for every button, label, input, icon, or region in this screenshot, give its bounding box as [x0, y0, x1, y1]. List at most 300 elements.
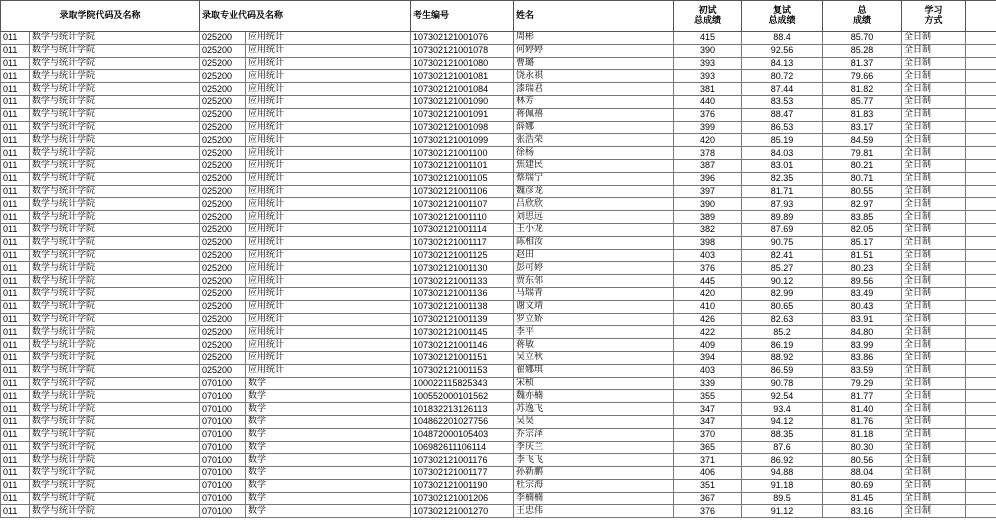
retest-score-cell: 88.4: [742, 32, 823, 45]
study-mode-cell: 全日制: [902, 441, 966, 454]
college-code-cell: 011: [1, 95, 30, 108]
extra-cell: [966, 339, 996, 352]
major-name-cell: 应用统计: [246, 223, 411, 236]
college-code-cell: 011: [1, 211, 30, 224]
exam-no-cell: 107302121001080: [411, 57, 514, 70]
major-name-cell: 应用统计: [246, 134, 411, 147]
college-code-cell: 011: [1, 57, 30, 70]
college-name-cell: 数学与统计学院: [30, 70, 200, 83]
major-code-cell: 070100: [200, 403, 246, 416]
total-score-cell: 83.91: [823, 313, 902, 326]
major-code-cell: 070100: [200, 479, 246, 492]
college-code-cell: 011: [1, 377, 30, 390]
student-name-cell: 魏亦楠: [514, 390, 674, 403]
table-row: [1, 505, 996, 518]
retest-score-cell: 91.12: [742, 505, 823, 518]
major-name-cell: 数学: [246, 467, 411, 480]
major-name-cell: 应用统计: [246, 83, 411, 96]
total-score-cell: 80.23: [823, 262, 902, 275]
extra-cell: [966, 57, 996, 70]
header-retest: 复试 总成绩: [742, 1, 823, 32]
college-code-cell: 011: [1, 32, 30, 45]
major-code-cell: 025200: [200, 223, 246, 236]
table-row: [1, 223, 996, 236]
major-code-cell: 025200: [200, 300, 246, 313]
college-code-cell: 011: [1, 223, 30, 236]
college-code-cell: 011: [1, 467, 30, 480]
college-name-cell: 数学与统计学院: [30, 108, 200, 121]
table-row: [1, 351, 996, 364]
prelim-score-cell: 397: [674, 185, 742, 198]
exam-no-cell: 107302121001107: [411, 198, 514, 211]
exam-no-cell: 101832213126113: [411, 403, 514, 416]
total-score-cell: 80.71: [823, 172, 902, 185]
college-name-cell: 数学与统计学院: [30, 441, 200, 454]
table-row: [1, 377, 996, 390]
student-name-cell: 漆瑞君: [514, 83, 674, 96]
college-code-cell: 011: [1, 159, 30, 172]
college-code-cell: 011: [1, 287, 30, 300]
retest-score-cell: 89.5: [742, 492, 823, 505]
total-score-cell: 80.21: [823, 159, 902, 172]
college-code-cell: 011: [1, 339, 30, 352]
college-name-cell: 数学与统计学院: [30, 95, 200, 108]
college-name-cell: 数学与统计学院: [30, 313, 200, 326]
student-name-cell: 薛娜: [514, 121, 674, 134]
major-code-cell: 025200: [200, 275, 246, 288]
student-name-cell: 饶永祺: [514, 70, 674, 83]
total-score-cell: 80.56: [823, 454, 902, 467]
table-row: [1, 211, 996, 224]
exam-no-cell: 107302121001110: [411, 211, 514, 224]
major-name-cell: 应用统计: [246, 57, 411, 70]
prelim-score-cell: 351: [674, 479, 742, 492]
total-score-cell: 79.29: [823, 377, 902, 390]
retest-score-cell: 86.53: [742, 121, 823, 134]
college-code-cell: 011: [1, 441, 30, 454]
major-code-cell: 025200: [200, 313, 246, 326]
prelim-score-cell: 445: [674, 275, 742, 288]
study-mode-cell: 全日制: [902, 236, 966, 249]
major-code-cell: 070100: [200, 415, 246, 428]
major-name-cell: 应用统计: [246, 300, 411, 313]
study-mode-cell: 全日制: [902, 44, 966, 57]
major-code-cell: 070100: [200, 454, 246, 467]
exam-no-cell: 104862201027756: [411, 415, 514, 428]
table-row: [1, 236, 996, 249]
prelim-score-cell: 376: [674, 262, 742, 275]
study-mode-cell: 全日制: [902, 428, 966, 441]
major-code-cell: 070100: [200, 505, 246, 518]
table-row: [1, 32, 996, 45]
major-code-cell: 070100: [200, 377, 246, 390]
study-mode-cell: 全日制: [902, 287, 966, 300]
retest-score-cell: 90.78: [742, 377, 823, 390]
student-name-cell: 林芳: [514, 95, 674, 108]
study-mode-cell: 全日制: [902, 95, 966, 108]
exam-no-cell: 107302121001270: [411, 505, 514, 518]
header-college: 录取学院代码及名称: [1, 1, 200, 32]
retest-score-cell: 88.47: [742, 108, 823, 121]
college-name-cell: 数学与统计学院: [30, 377, 200, 390]
exam-no-cell: 100022115825343: [411, 377, 514, 390]
student-name-cell: 李庆兰: [514, 441, 674, 454]
major-code-cell: 025200: [200, 351, 246, 364]
major-code-cell: 025200: [200, 326, 246, 339]
student-name-cell: 刘思远: [514, 211, 674, 224]
student-name-cell: 何婷婷: [514, 44, 674, 57]
exam-no-cell: 107302121001081: [411, 70, 514, 83]
retest-score-cell: 86.92: [742, 454, 823, 467]
prelim-score-cell: 347: [674, 415, 742, 428]
header-row: [1, 1, 996, 32]
extra-cell: [966, 223, 996, 236]
header-extra: [966, 1, 996, 32]
extra-cell: [966, 505, 996, 518]
exam-no-cell: 107302121001176: [411, 454, 514, 467]
prelim-score-cell: 410: [674, 300, 742, 313]
major-name-cell: 应用统计: [246, 275, 411, 288]
extra-cell: [966, 377, 996, 390]
college-name-cell: 数学与统计学院: [30, 339, 200, 352]
major-name-cell: 应用统计: [246, 236, 411, 249]
exam-no-cell: 107302121001136: [411, 287, 514, 300]
college-name-cell: 数学与统计学院: [30, 492, 200, 505]
exam-no-cell: 107302121001101: [411, 159, 514, 172]
extra-cell: [966, 147, 996, 160]
table-row: [1, 415, 996, 428]
extra-cell: [966, 159, 996, 172]
total-score-cell: 83.59: [823, 364, 902, 377]
extra-cell: [966, 262, 996, 275]
total-score-cell: 84.59: [823, 134, 902, 147]
retest-score-cell: 90.12: [742, 275, 823, 288]
total-score-cell: 81.76: [823, 415, 902, 428]
college-name-cell: 数学与统计学院: [30, 364, 200, 377]
retest-score-cell: 82.63: [742, 313, 823, 326]
major-name-cell: 数学: [246, 377, 411, 390]
prelim-score-cell: 420: [674, 287, 742, 300]
exam-no-cell: 107302121001133: [411, 275, 514, 288]
table-row: [1, 326, 996, 339]
major-code-cell: 070100: [200, 428, 246, 441]
header-name: 姓名: [514, 1, 674, 32]
total-score-cell: 83.17: [823, 121, 902, 134]
college-code-cell: 011: [1, 390, 30, 403]
college-name-cell: 数学与统计学院: [30, 390, 200, 403]
college-name-cell: 数学与统计学院: [30, 249, 200, 262]
college-code-cell: 011: [1, 313, 30, 326]
prelim-score-cell: 390: [674, 44, 742, 57]
college-code-cell: 011: [1, 70, 30, 83]
extra-cell: [966, 351, 996, 364]
total-score-cell: 81.18: [823, 428, 902, 441]
extra-cell: [966, 83, 996, 96]
student-name-cell: 蒋佩禧: [514, 108, 674, 121]
exam-no-cell: 107302121001106: [411, 185, 514, 198]
college-code-cell: 011: [1, 492, 30, 505]
study-mode-cell: 全日制: [902, 223, 966, 236]
college-code-cell: 011: [1, 172, 30, 185]
college-name-cell: 数学与统计学院: [30, 44, 200, 57]
major-code-cell: 070100: [200, 467, 246, 480]
total-score-cell: 80.55: [823, 185, 902, 198]
prelim-score-cell: 367: [674, 492, 742, 505]
student-name-cell: 李飞飞: [514, 454, 674, 467]
retest-score-cell: 92.54: [742, 390, 823, 403]
college-code-cell: 011: [1, 185, 30, 198]
extra-cell: [966, 249, 996, 262]
exam-no-cell: 107302121001125: [411, 249, 514, 262]
retest-score-cell: 88.92: [742, 351, 823, 364]
extra-cell: [966, 326, 996, 339]
table-body: [1, 32, 996, 518]
prelim-score-cell: 382: [674, 223, 742, 236]
study-mode-cell: 全日制: [902, 339, 966, 352]
retest-score-cell: 84.03: [742, 147, 823, 160]
table-row: [1, 313, 996, 326]
study-mode-cell: 全日制: [902, 364, 966, 377]
total-score-cell: 83.85: [823, 211, 902, 224]
major-name-cell: 应用统计: [246, 70, 411, 83]
exam-no-cell: 107302121001153: [411, 364, 514, 377]
exam-no-cell: 107302121001084: [411, 83, 514, 96]
major-name-cell: 应用统计: [246, 249, 411, 262]
major-name-cell: 应用统计: [246, 364, 411, 377]
major-code-cell: 025200: [200, 108, 246, 121]
retest-score-cell: 94.88: [742, 467, 823, 480]
prelim-score-cell: 399: [674, 121, 742, 134]
extra-cell: [966, 185, 996, 198]
retest-score-cell: 86.19: [742, 339, 823, 352]
retest-score-cell: 87.69: [742, 223, 823, 236]
retest-score-cell: 87.93: [742, 198, 823, 211]
extra-cell: [966, 492, 996, 505]
total-score-cell: 79.66: [823, 70, 902, 83]
total-score-cell: 80.30: [823, 441, 902, 454]
major-code-cell: 070100: [200, 390, 246, 403]
exam-no-cell: 107302121001130: [411, 262, 514, 275]
major-name-cell: 应用统计: [246, 121, 411, 134]
major-name-cell: 数学: [246, 492, 411, 505]
major-name-cell: 数学: [246, 454, 411, 467]
student-name-cell: 王小龙: [514, 223, 674, 236]
college-code-cell: 011: [1, 249, 30, 262]
major-code-cell: 070100: [200, 492, 246, 505]
major-code-cell: 025200: [200, 185, 246, 198]
study-mode-cell: 全日制: [902, 83, 966, 96]
student-name-cell: 吴立秋: [514, 351, 674, 364]
college-name-cell: 数学与统计学院: [30, 326, 200, 339]
college-name-cell: 数学与统计学院: [30, 32, 200, 45]
student-name-cell: 吴昊: [514, 415, 674, 428]
table-row: [1, 441, 996, 454]
major-name-cell: 应用统计: [246, 351, 411, 364]
table-row: [1, 198, 996, 211]
total-score-cell: 85.28: [823, 44, 902, 57]
retest-score-cell: 89.89: [742, 211, 823, 224]
major-code-cell: 025200: [200, 32, 246, 45]
college-name-cell: 数学与统计学院: [30, 211, 200, 224]
table-row: [1, 147, 996, 160]
retest-score-cell: 82.99: [742, 287, 823, 300]
study-mode-cell: 全日制: [902, 147, 966, 160]
college-name-cell: 数学与统计学院: [30, 83, 200, 96]
prelim-score-cell: 347: [674, 403, 742, 416]
student-name-cell: 李平: [514, 326, 674, 339]
total-score-cell: 82.05: [823, 223, 902, 236]
college-code-cell: 011: [1, 415, 30, 428]
student-name-cell: 乔宗泽: [514, 428, 674, 441]
exam-no-cell: 107302121001078: [411, 44, 514, 57]
exam-no-cell: 107302121001098: [411, 121, 514, 134]
student-name-cell: 徐杨: [514, 147, 674, 160]
retest-score-cell: 86.59: [742, 364, 823, 377]
college-code-cell: 011: [1, 326, 30, 339]
major-name-cell: 应用统计: [246, 32, 411, 45]
total-score-cell: 83.49: [823, 287, 902, 300]
college-code-cell: 011: [1, 300, 30, 313]
college-name-cell: 数学与统计学院: [30, 505, 200, 518]
total-score-cell: 81.37: [823, 57, 902, 70]
college-code-cell: 011: [1, 134, 30, 147]
student-name-cell: 焦建民: [514, 159, 674, 172]
table-row: [1, 44, 996, 57]
major-code-cell: 025200: [200, 83, 246, 96]
student-name-cell: 周彬: [514, 32, 674, 45]
student-name-cell: 吕欣欣: [514, 198, 674, 211]
extra-cell: [966, 441, 996, 454]
major-name-cell: 数学: [246, 403, 411, 416]
extra-cell: [966, 313, 996, 326]
prelim-score-cell: 378: [674, 147, 742, 160]
extra-cell: [966, 467, 996, 480]
exam-no-cell: 107302121001117: [411, 236, 514, 249]
prelim-score-cell: 389: [674, 211, 742, 224]
table-row: [1, 57, 996, 70]
study-mode-cell: 全日制: [902, 134, 966, 147]
retest-score-cell: 88.35: [742, 428, 823, 441]
extra-cell: [966, 198, 996, 211]
study-mode-cell: 全日制: [902, 479, 966, 492]
college-code-cell: 011: [1, 364, 30, 377]
study-mode-cell: 全日制: [902, 211, 966, 224]
table-row: [1, 275, 996, 288]
major-code-cell: 025200: [200, 211, 246, 224]
extra-cell: [966, 300, 996, 313]
student-name-cell: 曹璐: [514, 57, 674, 70]
prelim-score-cell: 440: [674, 95, 742, 108]
prelim-score-cell: 339: [674, 377, 742, 390]
table-row: [1, 492, 996, 505]
table-row: [1, 70, 996, 83]
retest-score-cell: 85.19: [742, 134, 823, 147]
study-mode-cell: 全日制: [902, 198, 966, 211]
header-prelim: 初试 总成绩: [674, 1, 742, 32]
table-row: [1, 159, 996, 172]
college-code-cell: 011: [1, 236, 30, 249]
total-score-cell: 85.70: [823, 32, 902, 45]
retest-score-cell: 91.18: [742, 479, 823, 492]
college-name-cell: 数学与统计学院: [30, 223, 200, 236]
study-mode-cell: 全日制: [902, 249, 966, 262]
retest-score-cell: 80.72: [742, 70, 823, 83]
total-score-cell: 83.99: [823, 339, 902, 352]
extra-cell: [966, 44, 996, 57]
prelim-score-cell: 426: [674, 313, 742, 326]
study-mode-cell: 全日制: [902, 172, 966, 185]
header-exam-no: 考生编号: [411, 1, 514, 32]
table-row: [1, 300, 996, 313]
total-score-cell: 81.51: [823, 249, 902, 262]
student-name-cell: 罗立娇: [514, 313, 674, 326]
major-name-cell: 数学: [246, 428, 411, 441]
total-score-cell: 88.04: [823, 467, 902, 480]
total-score-cell: 79.81: [823, 147, 902, 160]
major-name-cell: 应用统计: [246, 185, 411, 198]
exam-no-cell: 107302121001139: [411, 313, 514, 326]
major-code-cell: 025200: [200, 172, 246, 185]
table-row: [1, 428, 996, 441]
study-mode-cell: 全日制: [902, 159, 966, 172]
student-name-cell: 王忠伟: [514, 505, 674, 518]
total-score-cell: 80.43: [823, 300, 902, 313]
study-mode-cell: 全日制: [902, 262, 966, 275]
prelim-score-cell: 415: [674, 32, 742, 45]
major-code-cell: 025200: [200, 249, 246, 262]
college-code-cell: 011: [1, 262, 30, 275]
student-name-cell: 苏逸飞: [514, 403, 674, 416]
extra-cell: [966, 70, 996, 83]
prelim-score-cell: 390: [674, 198, 742, 211]
extra-cell: [966, 428, 996, 441]
table-row: [1, 134, 996, 147]
study-mode-cell: 全日制: [902, 351, 966, 364]
exam-no-cell: 107302121001146: [411, 339, 514, 352]
student-name-cell: 陈相汝: [514, 236, 674, 249]
student-name-cell: 彭可婷: [514, 262, 674, 275]
exam-no-cell: 107302121001105: [411, 172, 514, 185]
college-name-cell: 数学与统计学院: [30, 415, 200, 428]
college-name-cell: 数学与统计学院: [30, 198, 200, 211]
study-mode-cell: 全日制: [902, 326, 966, 339]
major-name-cell: 应用统计: [246, 147, 411, 160]
student-name-cell: 孙新鹏: [514, 467, 674, 480]
total-score-cell: 82.97: [823, 198, 902, 211]
college-code-cell: 011: [1, 83, 30, 96]
student-name-cell: 赵田: [514, 249, 674, 262]
prelim-score-cell: 376: [674, 108, 742, 121]
exam-no-cell: 107302121001099: [411, 134, 514, 147]
major-code-cell: 025200: [200, 147, 246, 160]
major-name-cell: 应用统计: [246, 95, 411, 108]
study-mode-cell: 全日制: [902, 108, 966, 121]
prelim-score-cell: 403: [674, 249, 742, 262]
major-name-cell: 应用统计: [246, 172, 411, 185]
table-row: [1, 364, 996, 377]
study-mode-cell: 全日制: [902, 300, 966, 313]
prelim-score-cell: 393: [674, 57, 742, 70]
prelim-score-cell: 403: [674, 364, 742, 377]
prelim-score-cell: 406: [674, 467, 742, 480]
student-name-cell: 蔡瑞宁: [514, 172, 674, 185]
retest-score-cell: 94.12: [742, 415, 823, 428]
major-code-cell: 025200: [200, 134, 246, 147]
extra-cell: [966, 211, 996, 224]
major-name-cell: 应用统计: [246, 108, 411, 121]
college-code-cell: 011: [1, 479, 30, 492]
student-name-cell: 宋桢: [514, 377, 674, 390]
